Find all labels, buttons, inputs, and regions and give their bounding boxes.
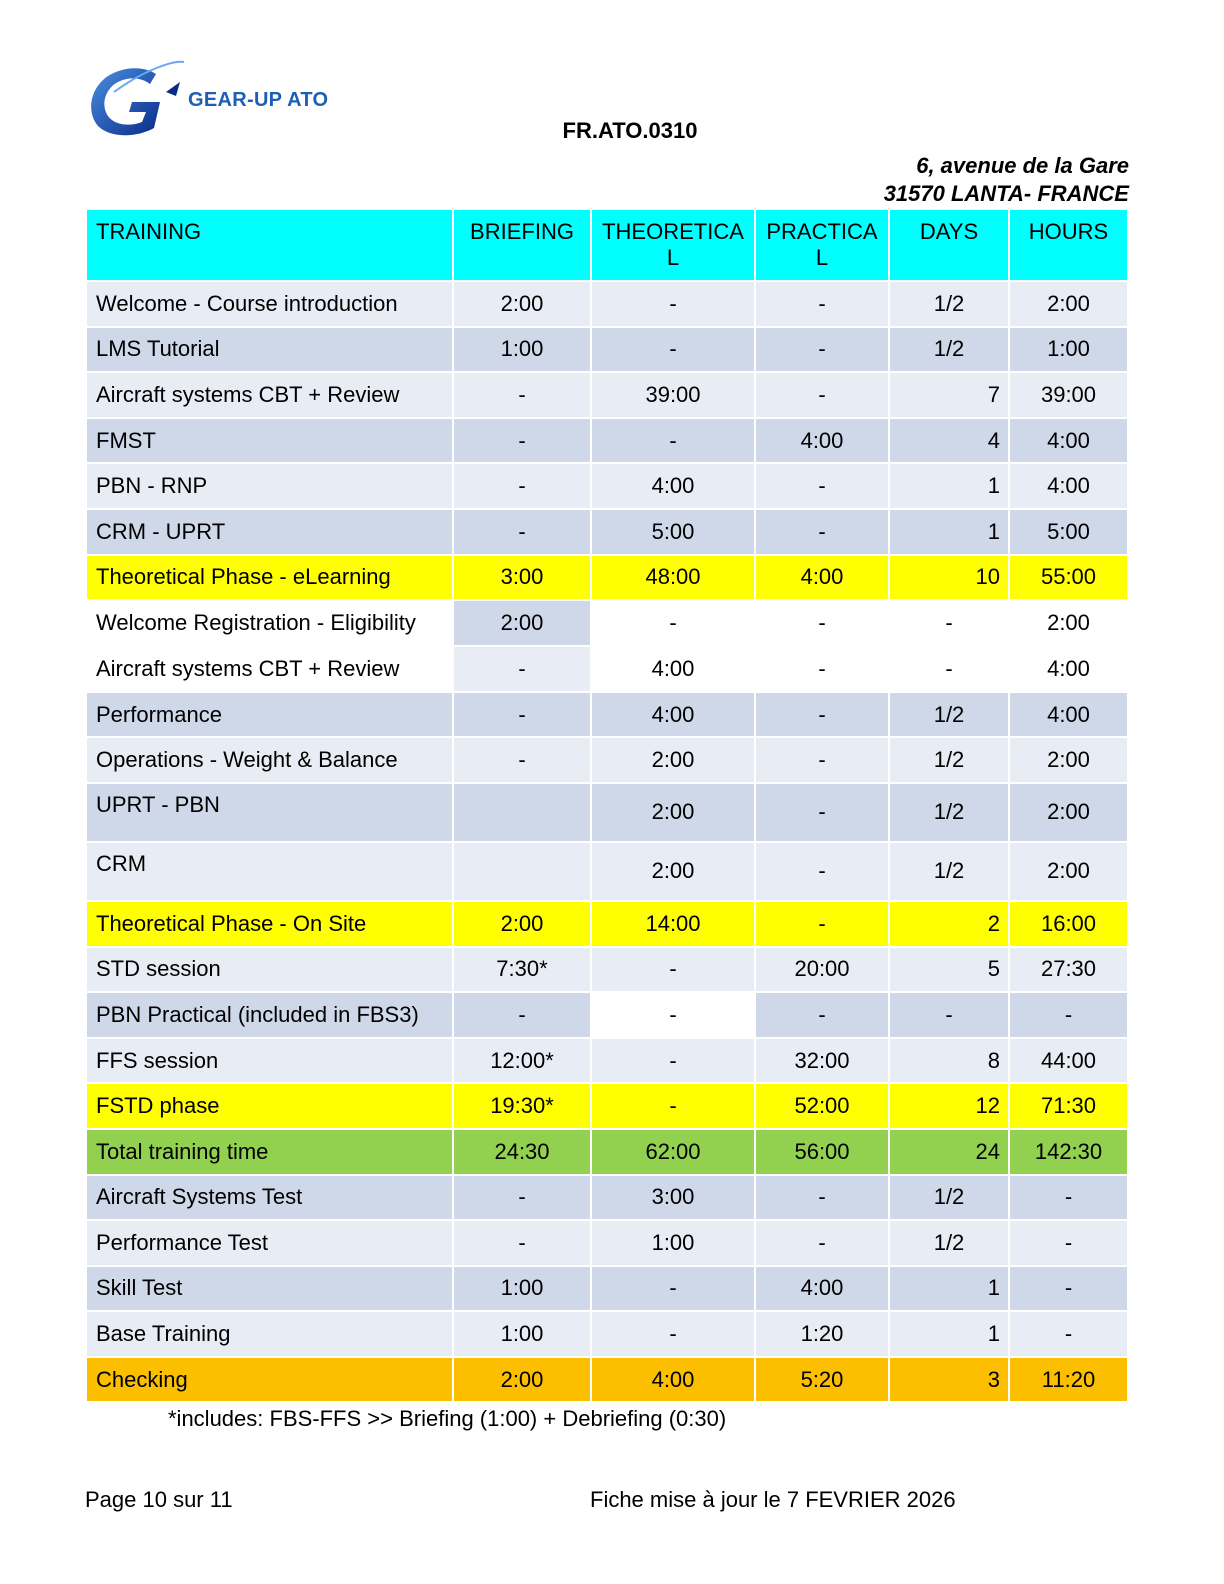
cell-hours: - xyxy=(1009,1311,1128,1357)
table-row xyxy=(86,509,1128,555)
cell-practical: - xyxy=(755,1175,889,1221)
cell-theoretical: - xyxy=(591,327,755,373)
table-row xyxy=(86,1266,1128,1312)
footnote: *includes: FBS-FFS >> Briefing (1:00) + Debriefing (0:30) xyxy=(168,1406,727,1431)
cell-theoretical: 2:00 xyxy=(591,737,755,783)
cell-training: FMST xyxy=(86,418,453,464)
cell-theoretical: - xyxy=(591,418,755,464)
table-row xyxy=(86,281,1128,327)
cell-practical: 5:20 xyxy=(755,1357,889,1403)
cell-briefing: - xyxy=(453,1175,591,1221)
cell-practical: - xyxy=(755,646,889,692)
table-row xyxy=(86,372,1128,418)
logo-text: GEAR-UP ATO xyxy=(188,89,329,111)
cell-briefing: 1:00 xyxy=(453,327,591,373)
cell-hours: 2:00 xyxy=(1009,281,1128,327)
cell-training: CRM xyxy=(86,842,453,901)
cell-practical: - xyxy=(755,281,889,327)
cell-days: 7 xyxy=(889,372,1009,418)
cell-days: 10 xyxy=(889,555,1009,601)
cell-theoretical: - xyxy=(591,281,755,327)
cell-briefing: - xyxy=(453,692,591,738)
cell-days: - xyxy=(889,646,1009,692)
cell-theoretical: 4:00 xyxy=(591,463,755,509)
cell-practical: - xyxy=(755,463,889,509)
cell-days: 1/2 xyxy=(889,842,1009,901)
cell-briefing: 2:00 xyxy=(453,1357,591,1403)
cell-theoretical: 14:00 xyxy=(591,901,755,947)
cell-briefing: 1:00 xyxy=(453,1311,591,1357)
cell-days: 1/2 xyxy=(889,1220,1009,1266)
cell-hours: 4:00 xyxy=(1009,692,1128,738)
cell-theoretical: 3:00 xyxy=(591,1175,755,1221)
table-row xyxy=(86,1038,1128,1084)
cell-training: Performance xyxy=(86,692,453,738)
cell-briefing xyxy=(453,783,591,842)
table-row xyxy=(86,692,1128,738)
cell-hours: 142:30 xyxy=(1009,1129,1128,1175)
column-header-days: DAYS xyxy=(889,209,1009,281)
cell-days: 1/2 xyxy=(889,783,1009,842)
cell-practical: 32:00 xyxy=(755,1038,889,1084)
cell-practical: - xyxy=(755,901,889,947)
cell-hours: 39:00 xyxy=(1009,372,1128,418)
cell-theoretical: 62:00 xyxy=(591,1129,755,1175)
cell-hours: - xyxy=(1009,992,1128,1038)
cell-training: Skill Test xyxy=(86,1266,453,1312)
cell-practical: - xyxy=(755,1220,889,1266)
cell-practical: - xyxy=(755,509,889,555)
cell-training: LMS Tutorial xyxy=(86,327,453,373)
cell-hours: 2:00 xyxy=(1009,600,1128,646)
cell-days: 1/2 xyxy=(889,327,1009,373)
cell-days: 1/2 xyxy=(889,737,1009,783)
cell-briefing: 19:30* xyxy=(453,1083,591,1129)
cell-training: Theoretical Phase - eLearning xyxy=(86,555,453,601)
cell-training: FFS session xyxy=(86,1038,453,1084)
cell-days: 4 xyxy=(889,418,1009,464)
table-row xyxy=(86,1175,1128,1221)
cell-hours: 2:00 xyxy=(1009,737,1128,783)
cell-training: PBN - RNP xyxy=(86,463,453,509)
cell-training: Aircraft systems CBT + Review xyxy=(86,372,453,418)
cell-practical: - xyxy=(755,327,889,373)
training-schedule-table xyxy=(85,208,1129,1403)
cell-hours: 4:00 xyxy=(1009,646,1128,692)
update-date: Fiche mise à jour le 7 FEVRIER 2026 xyxy=(590,1487,956,1512)
cell-briefing: - xyxy=(453,1220,591,1266)
table-row xyxy=(86,737,1128,783)
cell-days: 3 xyxy=(889,1357,1009,1403)
cell-training: Total training time xyxy=(86,1129,453,1175)
cell-briefing: 12:00* xyxy=(453,1038,591,1084)
cell-days: - xyxy=(889,992,1009,1038)
cell-practical: - xyxy=(755,692,889,738)
cell-briefing: - xyxy=(453,418,591,464)
cell-hours: 44:00 xyxy=(1009,1038,1128,1084)
cell-practical: - xyxy=(755,600,889,646)
cell-briefing: 2:00 xyxy=(453,901,591,947)
cell-days: - xyxy=(889,600,1009,646)
checking-total-row xyxy=(86,1357,1128,1403)
cell-theoretical: 48:00 xyxy=(591,555,755,601)
table-row xyxy=(86,947,1128,993)
cell-practical: 56:00 xyxy=(755,1129,889,1175)
cell-briefing: - xyxy=(453,992,591,1038)
cell-practical: 4:00 xyxy=(755,418,889,464)
cell-briefing: - xyxy=(453,463,591,509)
cell-hours: - xyxy=(1009,1175,1128,1221)
table-header-row xyxy=(86,209,1128,281)
column-header-hours: HOURS xyxy=(1009,209,1128,281)
page-number: Page 10 sur 11 xyxy=(85,1487,233,1512)
cell-theoretical: - xyxy=(591,600,755,646)
column-header-training: TRAINING xyxy=(86,209,453,281)
cell-practical: - xyxy=(755,737,889,783)
cell-theoretical: 2:00 xyxy=(591,842,755,901)
cell-training: CRM - UPRT xyxy=(86,509,453,555)
phase-total-row xyxy=(86,901,1128,947)
cell-theoretical: 39:00 xyxy=(591,372,755,418)
column-header-practical: PRACTICAL xyxy=(755,209,889,281)
cell-days: 1/2 xyxy=(889,281,1009,327)
cell-briefing: 7:30* xyxy=(453,947,591,993)
cell-briefing: 2:00 xyxy=(453,281,591,327)
cell-training: Checking xyxy=(86,1357,453,1403)
cell-hours: 1:00 xyxy=(1009,327,1128,373)
cell-hours: 27:30 xyxy=(1009,947,1128,993)
cell-training: Base Training xyxy=(86,1311,453,1357)
phase-total-row xyxy=(86,1083,1128,1129)
cell-hours: 4:00 xyxy=(1009,463,1128,509)
cell-theoretical: - xyxy=(591,1083,755,1129)
cell-days: 1 xyxy=(889,463,1009,509)
cell-training: Theoretical Phase - On Site xyxy=(86,901,453,947)
cell-days: 8 xyxy=(889,1038,1009,1084)
cell-theoretical: 4:00 xyxy=(591,646,755,692)
cell-theoretical: 5:00 xyxy=(591,509,755,555)
cell-hours: 2:00 xyxy=(1009,783,1128,842)
cell-briefing: - xyxy=(453,509,591,555)
cell-training: FSTD phase xyxy=(86,1083,453,1129)
cell-days: 12 xyxy=(889,1083,1009,1129)
cell-theoretical: - xyxy=(591,992,755,1038)
cell-training: Aircraft systems CBT + Review xyxy=(86,646,453,692)
address-line-1: 6, avenue de la Gare xyxy=(916,153,1129,178)
document-reference: FR.ATO.0310 xyxy=(562,118,698,143)
column-header-briefing: BRIEFING xyxy=(453,209,591,281)
cell-hours: 2:00 xyxy=(1009,842,1128,901)
table-row xyxy=(86,783,1128,842)
table-row xyxy=(86,842,1128,901)
table-row xyxy=(86,463,1128,509)
cell-briefing: 2:00 xyxy=(453,600,591,646)
cell-hours: 16:00 xyxy=(1009,901,1128,947)
cell-training: Welcome - Course introduction xyxy=(86,281,453,327)
cell-practical: - xyxy=(755,992,889,1038)
cell-practical: 52:00 xyxy=(755,1083,889,1129)
cell-practical: 4:00 xyxy=(755,1266,889,1312)
cell-hours: 5:00 xyxy=(1009,509,1128,555)
table-row xyxy=(86,600,1128,646)
cell-training: Operations - Weight & Balance xyxy=(86,737,453,783)
cell-theoretical: - xyxy=(591,1311,755,1357)
cell-hours: 4:00 xyxy=(1009,418,1128,464)
cell-hours: 11:20 xyxy=(1009,1357,1128,1403)
table-row xyxy=(86,327,1128,373)
cell-briefing: - xyxy=(453,372,591,418)
cell-training: Performance Test xyxy=(86,1220,453,1266)
cell-briefing: 24:30 xyxy=(453,1129,591,1175)
cell-days: 1 xyxy=(889,1266,1009,1312)
table-row xyxy=(86,1220,1128,1266)
cell-theoretical: 2:00 xyxy=(591,783,755,842)
cell-theoretical: 4:00 xyxy=(591,1357,755,1403)
cell-hours: 55:00 xyxy=(1009,555,1128,601)
grand-total-row xyxy=(86,1129,1128,1175)
cell-days: 2 xyxy=(889,901,1009,947)
cell-practical: 1:20 xyxy=(755,1311,889,1357)
cell-theoretical: 4:00 xyxy=(591,692,755,738)
table-row xyxy=(86,992,1128,1038)
cell-days: 1/2 xyxy=(889,692,1009,738)
cell-theoretical: - xyxy=(591,1038,755,1084)
cell-training: Welcome Registration - Eligibility xyxy=(86,600,453,646)
cell-training: PBN Practical (included in FBS3) xyxy=(86,992,453,1038)
table-row xyxy=(86,1311,1128,1357)
cell-hours: - xyxy=(1009,1220,1128,1266)
cell-days: 24 xyxy=(889,1129,1009,1175)
cell-theoretical: 1:00 xyxy=(591,1220,755,1266)
cell-training: Aircraft Systems Test xyxy=(86,1175,453,1221)
cell-hours: 71:30 xyxy=(1009,1083,1128,1129)
cell-briefing: - xyxy=(453,737,591,783)
table-row xyxy=(86,418,1128,464)
cell-training: STD session xyxy=(86,947,453,993)
phase-total-row xyxy=(86,555,1128,601)
cell-hours: - xyxy=(1009,1266,1128,1312)
cell-days: 5 xyxy=(889,947,1009,993)
address-line-2: 31570 LANTA- FRANCE xyxy=(883,181,1129,206)
cell-practical: - xyxy=(755,783,889,842)
cell-days: 1 xyxy=(889,509,1009,555)
cell-days: 1 xyxy=(889,1311,1009,1357)
cell-practical: 4:00 xyxy=(755,555,889,601)
cell-practical: - xyxy=(755,372,889,418)
cell-days: 1/2 xyxy=(889,1175,1009,1221)
cell-theoretical: - xyxy=(591,1266,755,1312)
cell-briefing: 1:00 xyxy=(453,1266,591,1312)
cell-practical: 20:00 xyxy=(755,947,889,993)
cell-training: UPRT - PBN xyxy=(86,783,453,842)
cell-briefing: - xyxy=(453,646,591,692)
table-row xyxy=(86,646,1128,692)
cell-briefing: 3:00 xyxy=(453,555,591,601)
cell-practical: - xyxy=(755,842,889,901)
column-header-theoretical: THEORETICAL xyxy=(591,209,755,281)
cell-theoretical: - xyxy=(591,947,755,993)
cell-briefing xyxy=(453,842,591,901)
